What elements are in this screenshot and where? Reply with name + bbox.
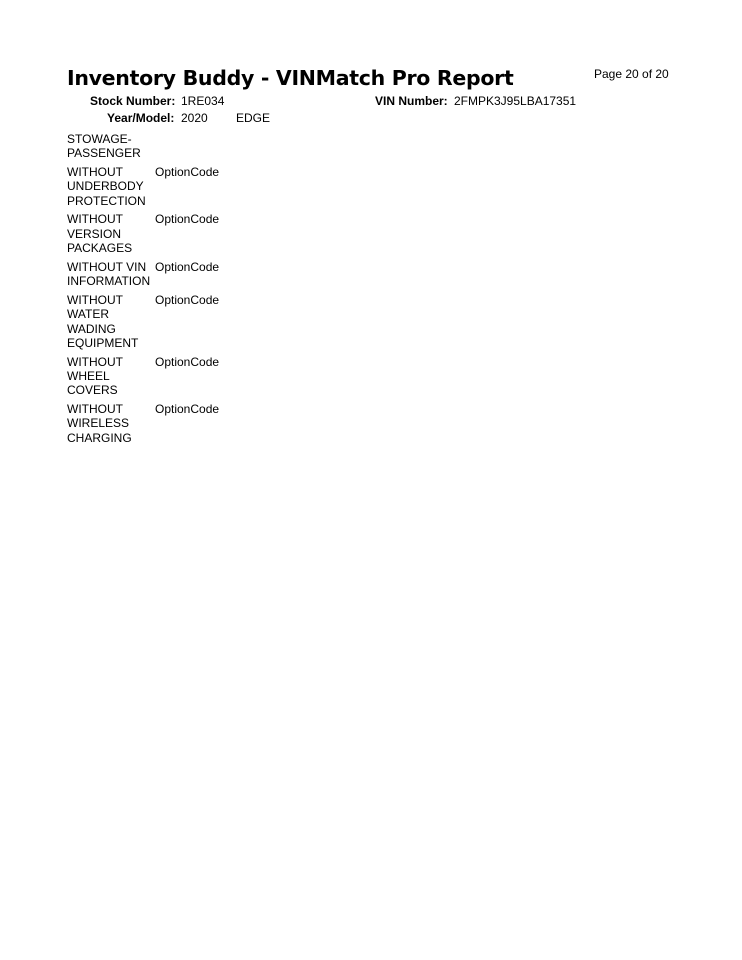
list-item — [67, 293, 219, 350]
stock-number-label: Stock Number: — [90, 94, 176, 108]
page-number: Page 20 of 20 — [594, 67, 669, 81]
list-item — [67, 260, 219, 289]
option-type: OptionCode — [155, 259, 220, 274]
list-item — [67, 402, 219, 445]
report-title: Inventory Buddy - VINMatch Pro Report — [67, 66, 514, 90]
option-name: WITHOUT VIN INFORMATION — [67, 259, 151, 289]
option-name: WITHOUT WIRELESS CHARGING — [67, 402, 132, 445]
option-name: STOWAGE- PASSENGER — [67, 132, 141, 161]
option-name: WITHOUT VERSION PACKAGES — [67, 212, 133, 256]
list-item — [67, 355, 219, 398]
option-type: OptionCode — [155, 165, 220, 180]
option-name: WITHOUT WHEEL COVERS — [67, 354, 123, 398]
list-item — [67, 132, 219, 161]
option-type: OptionCode — [155, 292, 220, 307]
list-item — [67, 212, 219, 255]
vin-number-value: 2FMPK3J95LBA17351 — [454, 94, 577, 108]
option-type: OptionCode — [155, 354, 220, 369]
option-type: OptionCode — [155, 402, 220, 417]
list-item — [67, 165, 219, 208]
vin-number-label: VIN Number: — [375, 94, 448, 108]
option-list — [67, 132, 219, 449]
option-name: WITHOUT UNDERBODY PROTECTION — [67, 165, 146, 208]
option-name: WITHOUT WATER WADING EQUIPMENT — [67, 292, 139, 350]
option-type: OptionCode — [155, 212, 220, 227]
year-model-label: Year/Model: — [107, 111, 175, 125]
stock-number-value: 1RE034 — [181, 94, 225, 108]
model-value: EDGE — [236, 111, 271, 125]
year-value: 2020 — [181, 111, 208, 125]
